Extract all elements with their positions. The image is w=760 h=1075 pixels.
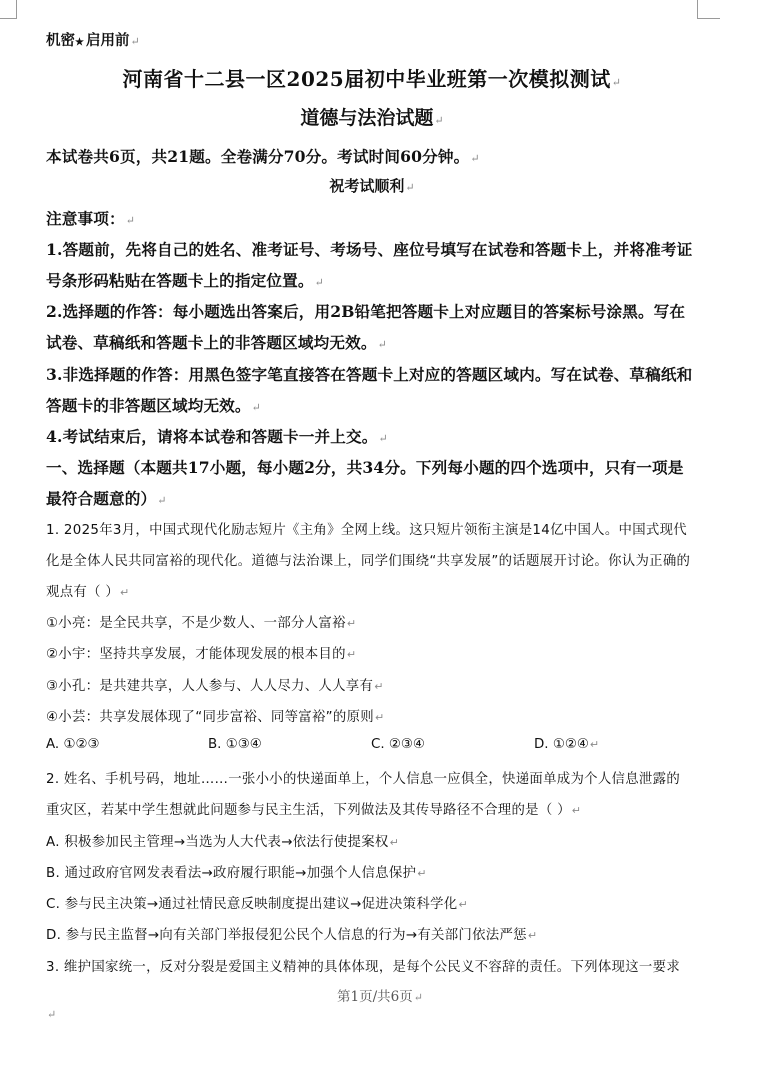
paragraph-mark-icon: ↵ — [434, 114, 444, 127]
blessing: 祝考试顺利↵ — [329, 177, 415, 195]
note-3-line-2: 答题卡的非答题区域均无效。↵ — [46, 396, 262, 415]
paragraph-mark-icon: ↵ — [374, 711, 385, 724]
section-one-line-2: 最符合题意的）↵ — [46, 489, 167, 508]
confidential-label: 机密 — [46, 32, 75, 49]
paragraph-mark-icon: ↵ — [346, 617, 357, 630]
note-1-line-2: 号条形码粘贴在答题卡上的指定位置。↵ — [46, 271, 325, 290]
question-1-statement: ③小孔：是共建共享，人人参与、人人尽力、人人享有↵ — [46, 679, 384, 694]
question-1-statement: ④小芸：共享发展体现了“同步富裕、同等富裕”的原则↵ — [46, 710, 385, 725]
paragraph-mark-icon: ↵ — [417, 867, 427, 880]
paragraph-mark-icon: ↵ — [120, 586, 130, 599]
end-paragraph-mark — [46, 1003, 56, 1022]
exam-title: 河南省十二县一区2025届初中毕业班第一次模拟测试↵ — [122, 67, 622, 91]
question-2-option-d: D. 参与民主监督→向有关部门举报侵犯公民个人信息的行为→有关部门依法严惩↵ — [46, 928, 538, 943]
note-2-line-2: 试卷、草稿纸和答题卡上的非答题区域均无效。↵ — [46, 333, 387, 352]
question-1-statement: ②小宇：坚持共享发展，才能体现发展的根本目的↵ — [46, 647, 357, 662]
paragraph-mark-icon: ↵ — [125, 214, 136, 227]
page-footer — [0, 985, 760, 1005]
question-1-option-d: D. ①②④↵ — [534, 737, 600, 752]
question-1-option-c: C. ②③④ — [371, 737, 425, 752]
paragraph-mark-icon: ↵ — [157, 494, 167, 507]
paragraph-mark-icon: ↵ — [405, 181, 415, 194]
star-icon: ★ — [75, 37, 84, 48]
section-one-line-1: 一、选择题（本题共17小题，每小题2分，共34分。下列每小题的四个选项中，只有一项是 — [46, 458, 684, 477]
paragraph-mark-icon: ↵ — [47, 1008, 57, 1021]
crop-mark-top-right — [697, 0, 720, 19]
paragraph-mark-icon: ↵ — [251, 401, 262, 414]
crop-mark-top-left — [0, 0, 17, 19]
paragraph-mark-icon: ↵ — [130, 35, 140, 48]
question-2-option-a: A. 积极参加民主管理→当选为人大代表→依法行使提案权↵ — [46, 835, 400, 850]
paragraph-mark-icon: ↵ — [374, 680, 384, 693]
question-1-option-a: A. ①②③ — [46, 737, 100, 752]
question-2-line-1: 2. 姓名、手机号码，地址……一张小小的快递面单上，个人信息一应俱全，快递面单成为个人信息泄露的 — [46, 772, 681, 787]
notice-heading: 注意事项：↵ — [46, 209, 136, 228]
question-2-line-2: 重灾区，若某中学生想就此问题参与民主生活，下列做法及其传导路径不合理的是（ ）↵ — [46, 803, 582, 818]
question-1-line-1: 1. 2025年3月，中国式现代化励志短片《主角》全网上线。这只短片领衔主演是14亿中国人。中国式现代 — [46, 523, 687, 538]
question-2-option-b: B. 通过政府官网发表看法→政府履行职能→加强个人信息保护↵ — [46, 866, 427, 881]
paragraph-mark-icon: ↵ — [389, 836, 400, 849]
note-2-line-1: 2.选择题的作答：每小题选出答案后，用2B铅笔把答题卡上对应题目的答案标号涂黑。写在 — [46, 302, 686, 321]
question-3-line-1: 3. 维护国家统一，反对分裂是爱国主义精神的具体体现，是每个公民义不容辞的责任。下列体现这一要求 — [46, 960, 681, 975]
paragraph-mark-icon: ↵ — [413, 991, 423, 1004]
note-1-line-1: 1.答题前，先将自己的姓名、准考证号、考场号、座位号填写在试卷和答题卡上，并将准考证 — [46, 240, 693, 259]
question-1-line-3: 观点有（ ）↵ — [46, 585, 130, 600]
paragraph-mark-icon: ↵ — [314, 276, 325, 289]
paragraph-mark-icon: ↵ — [571, 804, 582, 817]
exam-subtitle: 道德与法治试题↵ — [300, 107, 444, 129]
exam-info: 本试卷共6页，共21题。全卷满分70分。考试时间60分钟。↵ — [46, 147, 480, 166]
question-1-statement: ①小亮：是全民共享，不是少数人、一部分人富裕↵ — [46, 616, 357, 631]
paragraph-mark-icon: ↵ — [378, 432, 388, 445]
question-2-option-c: C. 参与民主决策→通过社情民意反映制度提出建议→促进决策科学化↵ — [46, 897, 468, 912]
note-4: 4.考试结束后，请将本试卷和答题卡一并上交。↵ — [46, 427, 388, 446]
note-3-line-1: 3.非选择题的作答：用黑色签字笔直接答在答题卡上对应的答题区域内。写在试卷、草稿纸和 — [46, 365, 693, 384]
question-1-option-b: B. ①③④ — [208, 737, 262, 752]
paragraph-mark-icon: ↵ — [589, 738, 600, 751]
paragraph-mark-icon: ↵ — [377, 338, 387, 351]
paragraph-mark-icon: ↵ — [527, 929, 538, 942]
paragraph-mark-icon: ↵ — [470, 152, 480, 165]
page-number: 第1页/共6页 — [337, 989, 413, 1005]
paragraph-mark-icon: ↵ — [611, 76, 622, 89]
before-use-label: 启用前 — [85, 32, 130, 49]
paragraph-mark-icon: ↵ — [346, 648, 357, 661]
confidential-header — [46, 29, 140, 50]
question-1-line-2: 化是全体人民共同富裕的现代化。道德与法治课上，同学们围绕“共享发展”的话题展开讨论。你认为正确的 — [46, 554, 691, 569]
paragraph-mark-icon: ↵ — [458, 898, 468, 911]
